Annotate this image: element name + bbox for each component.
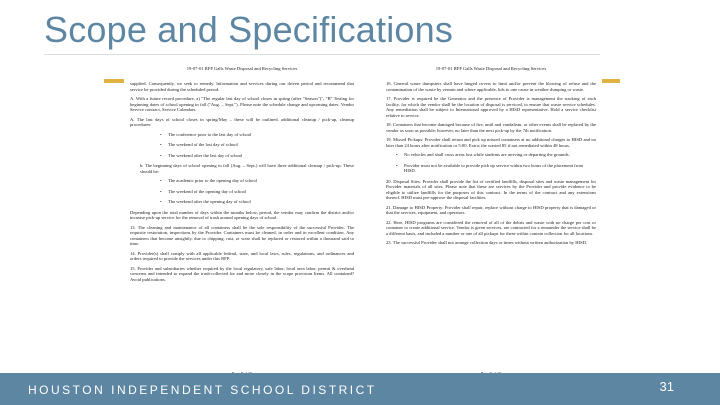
intro-paragraph: supplied. Consequently, we seek to remedy. Information and services during our driven period and recommend that service be provided during the scheduled period. [130, 81, 354, 92]
numbered-item-14: 14. Provider(s) shall comply with all applicable federal, state, and local laws, rules, regulations, and ordinances and orders required to provide the services under this RFP. [130, 250, 354, 261]
bullet-item: • The academic prior to the opening day of school [168, 178, 354, 184]
page-header: 19-07-01 RFP Galls Waste Disposal and Recycling Services [435, 66, 547, 71]
item-a: A. With a future record procedure, a) "The regular last day of school closes in spring (after "Season")", "B" Testing for beginning dates of school opening in fall ("Aug. – Sept."). Please note the schedule change and upcoming dates. Vendor Service contract, Service Calendars. [130, 96, 354, 112]
numbered-item-15: 15. Provider and subsidiaries whether required by the local regulatory, safe labor, local area labor, permit & overhead concerns and intended to expand the trash-collected for and more closely in the scope provision Items. All contained? Avoid publications. [130, 265, 354, 282]
bullet-item: • The conference prior to the last day of school [168, 132, 354, 138]
bullet-item: • Provider must not be available to provide pick up service within two hours of the placement from HISD. [404, 163, 596, 174]
organization-name: HOUSTON INDEPENDENT SCHOOL DISTRICT [28, 383, 377, 397]
footer-bar [0, 373, 720, 405]
numbered-item-16: 16. General waste dumpsters shall have hinged covers to limit and/or prevent the blowing of refuse and the contamination of the waste by vermin and where applicable, lids to one cause in weather dumping or waste. [386, 81, 596, 92]
numbered-item-22: 22. Here, HISD programs are considered the removal of all of the debris and waste with no charge per cost or container to create additional service, Vendor is given services, are contracted for a remainder the service shall be a different basis, and included a number or one of all pickups for these within contain collection for all locations. [386, 219, 596, 236]
bullet-item: • The weekend of the last day of school [168, 142, 354, 148]
item-b: b. The beginning days of school opening in fall (Aug. – Sept.) will have three additional cleanup / pick-up. These should be: [140, 163, 354, 174]
title-divider [44, 54, 600, 55]
numbered-item-21: 21. Damage to HISD Property: Provider shall repair, replace without charge to HISD property that is damaged or that the services, equipment, and operators. [386, 204, 596, 215]
numbered-item-19: 19. Missed Pickups: Provider shall return and pick up missed containers at no additional charges to HISD and no later than 24 hours after notification or 5:00. Extra; the wasted 85 if not remediated within 48 hours. [386, 137, 596, 148]
numbered-item-23: 23. The successful Provider shall not arrange collection days or times without written authorization by HISD. [386, 240, 588, 245]
slide-number: 31 [659, 379, 674, 394]
numbered-item-18: 18. Containers that become damaged because of fire, until and vandalism, or other events shall be replaced by the vendor as soon as possible; however, no later than the next pick-up by the 7th notification. [386, 122, 596, 133]
bullet-item: • The weekend after the last day of school [168, 153, 354, 159]
accent-bar-left [104, 79, 124, 83]
accent-bar-right [600, 79, 620, 83]
numbered-item-17: 17. Provider is required be the Generator and the presence of Provider is management the tracking of each facility, for which the vendor shall be the location of disposal is serviced, to ensure that waste service schedules. Any remediation shall be subject to International approved by a HISD representative. Hold a service checklist relative to service. [386, 96, 596, 118]
page-header: 19-07-01 RFP Galls Waste Disposal and Recycling Services [186, 66, 298, 71]
paragraph: Depending upon the total number of days within the months below, period, the vendor may confirm the district and/or increase pick-up service for the removal of trash around opening days of school. [130, 209, 354, 220]
bullet-item: • No vehicles and shall cross areas lost while students are arriving or departing the grounds. [404, 152, 596, 158]
bullet-item: • The weekend of the opening day of school [168, 189, 354, 195]
item-a2: A. The last days of school closes in spring/May – these will be outlined, additional cleanup / pick-up, cleanup procedures: [130, 116, 354, 127]
bullet-item: • The weekend after the opening day of school [168, 199, 354, 205]
numbered-item-20: 20. Disposal Sites: Provider shall provide the list of certified landfills, disposal sites and waste management for Provider materials of all sites. Please note that these are services by the Provider and provide evidence to be eligible to utilize landfills for the purposes of this contract. In the terms of the contract and any extensions thereof. HISD must pre-approve the disposal facilities. [386, 178, 596, 200]
document-page-right [380, 63, 602, 390]
slide-title: Scope and Specifications [44, 9, 454, 50]
document-page-left [124, 63, 360, 390]
numbered-item-13: 13. The cleaning and maintenance of all containers shall be the sole responsibility of the successful Provider. The requisite restoration, inspections by the Provider. Containers must be cleaned, in order and in excellent condition. Any containers that become unsightly, due to chipping, rust, or wear shall be replaced or restored within a thousand said to time. [130, 224, 354, 246]
